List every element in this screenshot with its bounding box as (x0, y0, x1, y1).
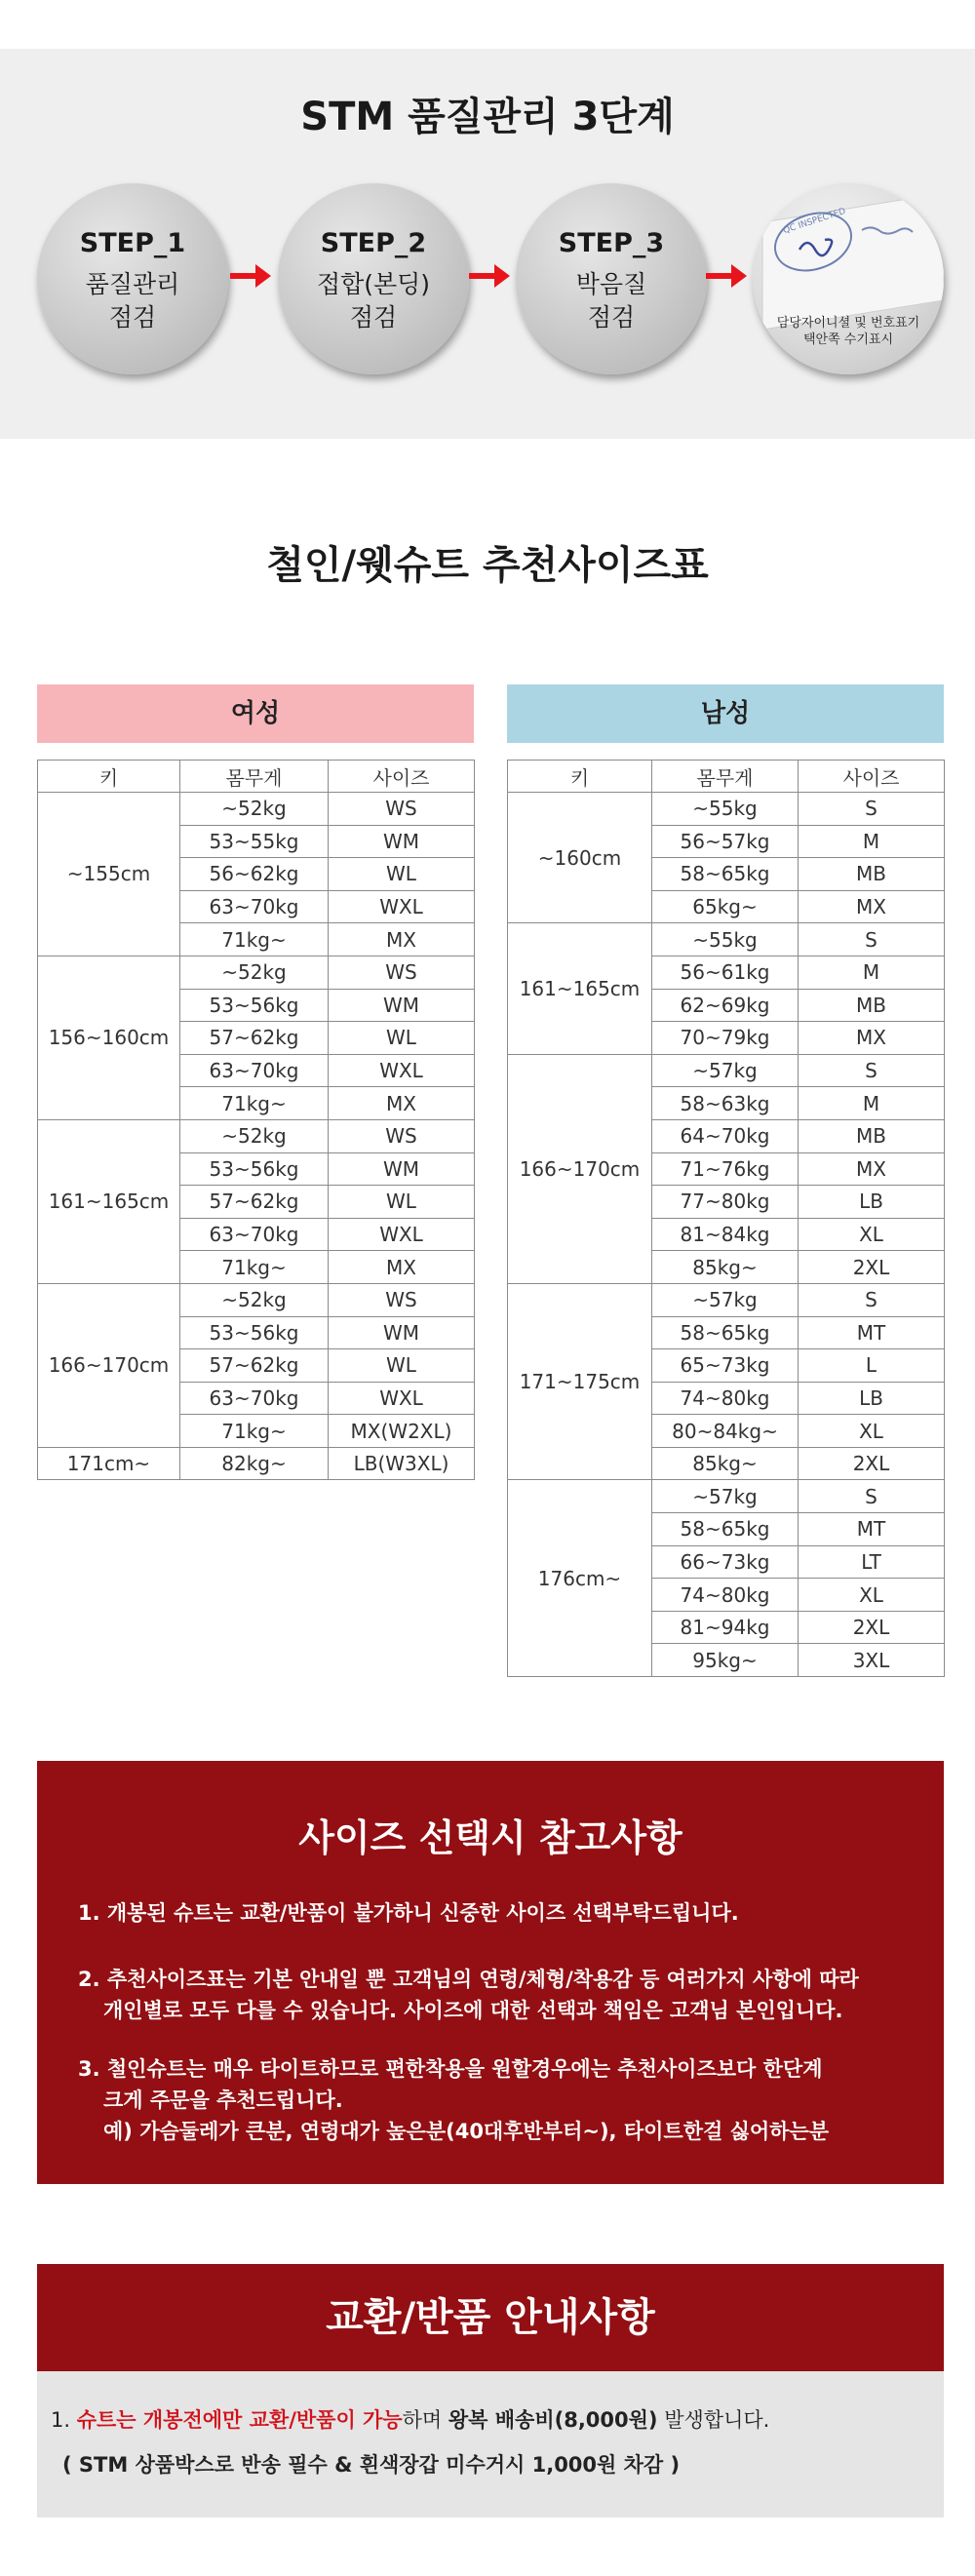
height-cell: ~160cm (508, 793, 652, 923)
step-3-label: STEP_3 (558, 228, 665, 258)
size-cell: MX (329, 1087, 475, 1120)
size-cell: MX(W2XL) (329, 1415, 475, 1448)
weight-cell: ~52kg (180, 1283, 329, 1316)
returns-line-1-prefix: 1. (51, 2408, 77, 2432)
size-cell: MX (799, 1152, 945, 1186)
size-cell: S (799, 1283, 945, 1316)
size-cell: S (799, 1054, 945, 1087)
weight-cell: 62~69kg (652, 989, 799, 1022)
female-size-table (37, 760, 475, 1480)
size-cell: XL (799, 1579, 945, 1612)
notice-item-2-line2: 개인별로 모두 다를 수 있습니다. 사이즈에 대한 선택과 책임은 고객님 본인입니다. (103, 1999, 843, 2022)
size-cell: LB (799, 1186, 945, 1219)
step-3-circle (516, 183, 707, 374)
weight-cell: 71kg~ (180, 1415, 329, 1448)
table-row (38, 1283, 475, 1316)
weight-cell: 82kg~ (180, 1447, 329, 1480)
height-cell: 161~165cm (508, 923, 652, 1054)
notice-item-3 (78, 2053, 916, 2147)
table-row (508, 1480, 945, 1513)
step-2-desc-line2: 점검 (349, 303, 398, 332)
weight-cell: 85kg~ (652, 1447, 799, 1480)
size-cell: S (799, 793, 945, 826)
size-cell: M (799, 1087, 945, 1120)
returns-line-2: ( STM 상품박스로 반송 필수 & 흰색장갑 미수거시 1,000원 차감 ) (62, 2453, 681, 2477)
size-cell: MX (799, 890, 945, 923)
size-cell: WS (329, 956, 475, 989)
height-cell: 166~170cm (38, 1283, 180, 1447)
weight-cell: 85kg~ (652, 1251, 799, 1284)
table-row (38, 956, 475, 989)
returns-line-1-mid: 하며 (402, 2408, 448, 2432)
weight-cell: 74~80kg (652, 1579, 799, 1612)
weight-cell: 81~94kg (652, 1611, 799, 1644)
weight-cell: ~55kg (652, 793, 799, 826)
weight-cell: 56~57kg (652, 825, 799, 858)
weight-cell: 56~62kg (180, 858, 329, 891)
weight-cell: 74~80kg (652, 1382, 799, 1415)
step-3-desc-line2: 점검 (587, 303, 636, 332)
table-header-cell: 키 (38, 761, 180, 793)
weight-cell: ~52kg (180, 793, 329, 826)
size-cell: 2XL (799, 1251, 945, 1284)
weight-cell: 63~70kg (180, 1054, 329, 1087)
weight-cell: 64~70kg (652, 1119, 799, 1152)
notice-title: 사이즈 선택시 참고사항 (298, 1816, 682, 1859)
weight-cell: 65kg~ (652, 890, 799, 923)
weight-cell: 71kg~ (180, 1087, 329, 1120)
qc-tag-photo (753, 183, 944, 374)
qc-photo-label (753, 315, 944, 348)
notice-item-3-line2: 크게 주문을 추천드립니다. (103, 2088, 343, 2112)
arrow-right-icon (230, 261, 273, 291)
weight-cell: 57~62kg (180, 1022, 329, 1055)
weight-cell: 65~73kg (652, 1349, 799, 1383)
weight-cell: 71kg~ (180, 923, 329, 956)
step-2-desc (278, 268, 469, 334)
notice-item-2 (78, 1964, 916, 2026)
table-row (508, 1283, 945, 1316)
returns-body (37, 2371, 944, 2517)
weight-cell: 58~65kg (652, 858, 799, 891)
weight-cell: 71~76kg (652, 1152, 799, 1186)
qc-photo-label-line2: 택안쪽 수기표시 (802, 332, 894, 347)
weight-cell: 58~63kg (652, 1087, 799, 1120)
weight-cell: 71kg~ (180, 1251, 329, 1284)
size-cell: MT (799, 1513, 945, 1546)
size-cell: 2XL (799, 1611, 945, 1644)
size-cell: 2XL (799, 1447, 945, 1480)
height-cell: 156~160cm (38, 956, 180, 1119)
table-row (38, 1447, 475, 1480)
table-row (508, 923, 945, 956)
size-cell: MX (799, 1022, 945, 1055)
size-cell: LB (799, 1382, 945, 1415)
step-1-desc (37, 268, 228, 334)
size-cell: WXL (329, 1218, 475, 1251)
table-row (38, 1119, 475, 1152)
size-cell: XL (799, 1218, 945, 1251)
weight-cell: 57~62kg (180, 1186, 329, 1219)
step-3-desc (516, 268, 707, 334)
height-cell: 171~175cm (508, 1283, 652, 1480)
step-2-circle (278, 183, 469, 374)
weight-cell: 70~79kg (652, 1022, 799, 1055)
size-cell: WS (329, 793, 475, 826)
weight-cell: ~57kg (652, 1054, 799, 1087)
weight-cell: 53~56kg (180, 1152, 329, 1186)
size-chart-title: 철인/웻슈트 추천사이즈표 (266, 543, 709, 588)
arrow-right-icon (706, 261, 749, 291)
weight-cell: 63~70kg (180, 890, 329, 923)
weight-cell: 57~62kg (180, 1349, 329, 1383)
size-cell: WXL (329, 1382, 475, 1415)
step-1-label: STEP_1 (79, 228, 186, 258)
step-2-label: STEP_2 (320, 228, 427, 258)
size-notice-box (37, 1761, 944, 2184)
height-cell: 166~170cm (508, 1054, 652, 1283)
size-cell: WXL (329, 1054, 475, 1087)
weight-cell: 77~80kg (652, 1186, 799, 1219)
size-cell: M (799, 956, 945, 989)
returns-title: 교환/반품 안내사항 (37, 2264, 944, 2371)
male-header: 남성 (507, 684, 944, 743)
qc-photo-label-line1: 담당자이니셜 및 번호표기 (776, 316, 920, 331)
notice-item-3-line3: 예) 가슴둘레가 큰분, 연령대가 높은분(40대후반부터~), 타이트한걸 싫어하는분 (103, 2120, 830, 2143)
height-cell: 161~165cm (38, 1119, 180, 1283)
table-row (508, 793, 945, 826)
step-1-desc-line2: 점검 (108, 303, 157, 332)
table-row (38, 793, 475, 826)
size-cell: WM (329, 1152, 475, 1186)
size-cell: MB (799, 858, 945, 891)
weight-cell: 53~56kg (180, 989, 329, 1022)
weight-cell: 58~65kg (652, 1513, 799, 1546)
height-cell: 171cm~ (38, 1447, 180, 1480)
size-cell: XL (799, 1415, 945, 1448)
size-cell: M (799, 825, 945, 858)
size-cell: MT (799, 1316, 945, 1349)
returns-shipping-fee: 왕복 배송비(8,000원) (448, 2408, 658, 2432)
size-cell: WL (329, 1022, 475, 1055)
weight-cell: ~52kg (180, 956, 329, 989)
weight-cell: 80~84kg~ (652, 1415, 799, 1448)
size-cell: WL (329, 1349, 475, 1383)
size-cell: WM (329, 825, 475, 858)
weight-cell: 63~70kg (180, 1382, 329, 1415)
size-cell: WL (329, 1186, 475, 1219)
weight-cell: 53~55kg (180, 825, 329, 858)
step-1-circle (37, 183, 228, 374)
table-header-cell: 몸무게 (180, 761, 329, 793)
weight-cell: 81~84kg (652, 1218, 799, 1251)
notice-item-1: 1. 개봉된 슈트는 교환/반품이 불가하니 신중한 사이즈 선택부탁드립니다. (78, 1901, 739, 1925)
weight-cell: 56~61kg (652, 956, 799, 989)
qc-section (0, 49, 975, 439)
returns-highlight: 슈트는 개봉전에만 교환/반품이 가능 (76, 2408, 403, 2432)
weight-cell: ~57kg (652, 1480, 799, 1513)
table-header-cell: 몸무게 (652, 761, 799, 793)
notice-item-3-line1: 3. 철인슈트는 매우 타이트하므로 편한착용을 원할경우에는 추천사이즈보다 한단계 (78, 2057, 823, 2081)
size-cell: MB (799, 989, 945, 1022)
weight-cell: 53~56kg (180, 1316, 329, 1349)
size-cell: MX (329, 1251, 475, 1284)
size-cell: MX (329, 923, 475, 956)
weight-cell: 58~65kg (652, 1316, 799, 1349)
step-1-desc-line1: 품질관리 (85, 270, 180, 298)
weight-cell: 66~73kg (652, 1545, 799, 1579)
height-cell: ~155cm (38, 793, 180, 956)
size-cell: WM (329, 989, 475, 1022)
size-cell: 3XL (799, 1644, 945, 1677)
size-cell: S (799, 1480, 945, 1513)
weight-cell: ~55kg (652, 923, 799, 956)
table-row (508, 1054, 945, 1087)
qc-stamp-text: QC INSPECTED (782, 206, 847, 237)
size-cell: WM (329, 1316, 475, 1349)
returns-line-1 (51, 2404, 769, 2434)
female-header: 여성 (37, 684, 474, 743)
size-cell: WL (329, 858, 475, 891)
weight-cell: ~52kg (180, 1119, 329, 1152)
returns-line-1-end: 발생합니다. (657, 2408, 770, 2432)
weight-cell: 95kg~ (652, 1644, 799, 1677)
height-cell: 176cm~ (508, 1480, 652, 1677)
size-cell: LT (799, 1545, 945, 1579)
size-cell: WS (329, 1283, 475, 1316)
table-header-row (38, 761, 475, 793)
table-header-cell: 사이즈 (799, 761, 945, 793)
table-header-cell: 키 (508, 761, 652, 793)
size-cell: S (799, 923, 945, 956)
table-header-row (508, 761, 945, 793)
step-3-desc-line1: 박음질 (575, 270, 647, 298)
size-cell: WXL (329, 890, 475, 923)
qc-title: STM 품질관리 3단계 (300, 95, 675, 139)
size-cell: L (799, 1349, 945, 1383)
step-2-desc-line1: 접합(본딩) (316, 270, 431, 298)
size-cell: MB (799, 1119, 945, 1152)
weight-cell: 63~70kg (180, 1218, 329, 1251)
size-cell: LB(W3XL) (329, 1447, 475, 1480)
arrow-right-icon (469, 261, 512, 291)
notice-item-2-line1: 2. 추천사이즈표는 기본 안내일 뿐 고객님의 연령/체형/착용감 등 여러가지 사항에 따라 (78, 1968, 859, 1991)
size-cell: WS (329, 1119, 475, 1152)
table-header-cell: 사이즈 (329, 761, 475, 793)
male-size-table (507, 760, 945, 1677)
weight-cell: ~57kg (652, 1283, 799, 1316)
